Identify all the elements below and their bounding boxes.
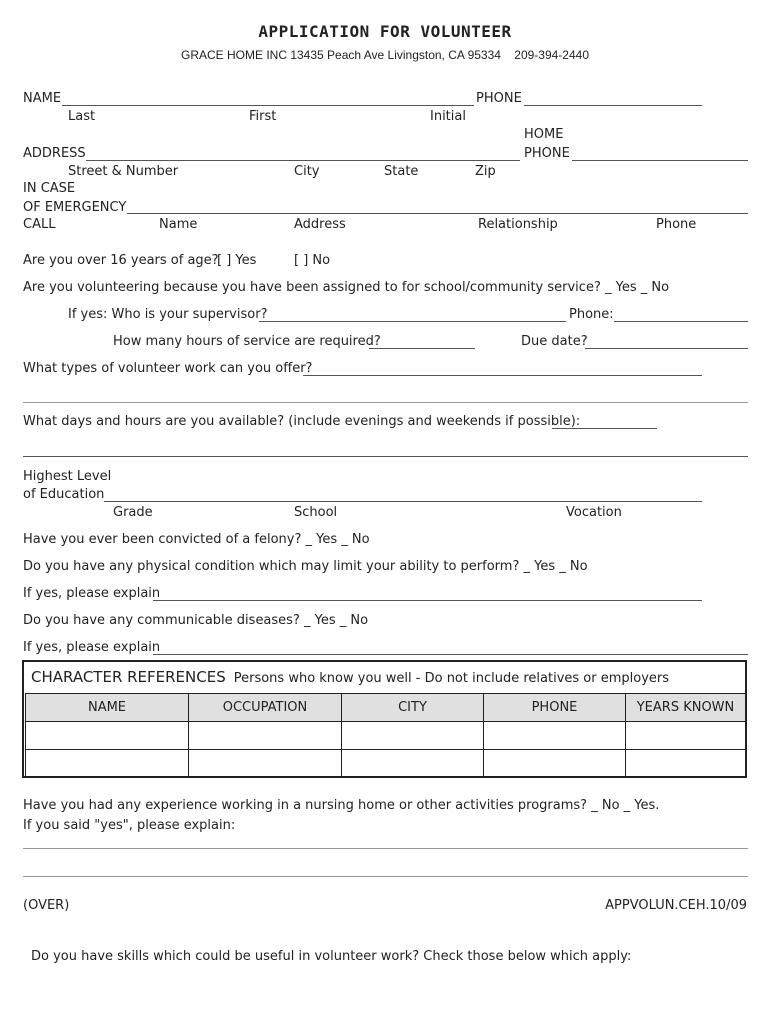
address-sub-city: City [294, 164, 320, 179]
explain-input-line-1[interactable] [153, 600, 702, 601]
supervisor-phone-input-line[interactable] [614, 321, 748, 322]
assigned-question: Are you volunteering because you have been assigned to for school/community service? _ Yes _ No [23, 280, 670, 295]
col-name: NAME [26, 694, 189, 722]
name-input-line[interactable] [62, 105, 474, 106]
phone-label: PHONE [476, 91, 522, 106]
work-types-input-line[interactable] [303, 375, 702, 376]
work-types-input-line-2[interactable] [23, 402, 748, 403]
hours-required-label: How many hours of service are required? [113, 334, 381, 349]
emergency-sub-relationship: Relationship [478, 217, 558, 232]
phone-input-line[interactable] [524, 105, 702, 106]
hours-required-input-line[interactable] [369, 348, 475, 349]
character-references-box [22, 660, 747, 778]
communicable-question: Do you have any communicable diseases? _ Yes _ No [23, 613, 369, 628]
col-phone: PHONE [484, 694, 626, 722]
emergency-input-line[interactable] [127, 213, 748, 214]
availability-question: What days and hours are you available? (include evenings and weekends if possible): [23, 414, 581, 429]
address-label: ADDRESS [23, 146, 86, 161]
ref-2-occupation-cell[interactable] [189, 750, 342, 778]
explain-input-line-2[interactable] [153, 654, 748, 655]
availability-input-line[interactable] [552, 428, 657, 429]
name-label: NAME [23, 91, 62, 106]
experience-explain-label: If you said "yes", please explain: [23, 818, 236, 833]
emergency-sub-address: Address [294, 217, 346, 232]
ref-2-phone-cell[interactable] [484, 750, 626, 778]
col-city: CITY [342, 694, 484, 722]
physical-question: Do you have any physical condition which may limit your ability to perform? _ Yes _ No [23, 559, 588, 574]
home-label: HOME [524, 127, 564, 142]
supervisor-input-line[interactable] [259, 321, 566, 322]
address-sub-state: State [384, 164, 419, 179]
col-years-known: YEARS KNOWN [626, 694, 746, 722]
address-input-line[interactable] [86, 160, 520, 161]
education-label-2: of Education [23, 487, 105, 502]
name-sub-last: Last [68, 109, 96, 124]
emergency-label-1: IN CASE [23, 181, 76, 196]
address-sub-street: Street & Number [68, 164, 179, 179]
references-header-row [26, 694, 746, 722]
home-phone-input-line[interactable] [572, 160, 748, 161]
ref-2-city-cell[interactable] [342, 750, 484, 778]
ref-1-years-cell[interactable] [626, 722, 746, 750]
due-date-input-line[interactable] [585, 348, 748, 349]
explain-label-2: If yes, please explain [23, 640, 161, 655]
education-input-line[interactable] [104, 501, 702, 502]
ref-1-occupation-cell[interactable] [189, 722, 342, 750]
references-table [25, 693, 746, 778]
age-question: Are you over 16 years of age? [23, 253, 219, 268]
references-title: CHARACTER REFERENCES [31, 668, 226, 686]
over-label: (OVER) [23, 898, 70, 913]
supervisor-phone-label: Phone: [569, 307, 614, 322]
skills-question: Do you have skills which could be useful in volunteer work? Check those below which apply: [31, 949, 632, 964]
due-date-label: Due date? [521, 334, 588, 349]
references-note: Persons who know you well - Do not include relatives or employers [233, 671, 670, 686]
ref-1-phone-cell[interactable] [484, 722, 626, 750]
references-title-line [31, 668, 669, 686]
supervisor-label: If yes: Who is your supervisor? [68, 307, 268, 322]
experience-input-line-1[interactable] [23, 848, 748, 849]
table-row [26, 722, 746, 750]
work-types-question: What types of volunteer work can you offer? [23, 361, 313, 376]
explain-label-1: If yes, please explain [23, 586, 161, 601]
age-no-checkbox[interactable]: [ ] No [294, 253, 331, 268]
emergency-sub-phone: Phone [656, 217, 697, 232]
name-sub-initial: Initial [430, 109, 466, 124]
table-row [26, 750, 746, 778]
age-yes-checkbox[interactable]: [ ] Yes [217, 253, 257, 268]
education-sub-grade: Grade [113, 505, 153, 520]
name-sub-first: First [249, 109, 277, 124]
availability-input-line-2[interactable] [23, 456, 748, 457]
home-phone-label: PHONE [524, 146, 570, 161]
education-label-1: Highest Level [23, 469, 112, 484]
education-sub-school: School [294, 505, 338, 520]
form-code: APPVOLUN.CEH.10/09 [605, 898, 747, 913]
form-title: APPLICATION FOR VOLUNTEER [258, 22, 512, 41]
references-header [24, 662, 745, 693]
emergency-sub-name: Name [159, 217, 198, 232]
experience-question: Have you had any experience working in a nursing home or other activities programs? _ No _ Yes. [23, 798, 660, 813]
organization-info: GRACE HOME INC 13435 Peach Ave Livingston, CA 95334 209-394-2440 [180, 48, 590, 62]
ref-2-years-cell[interactable] [626, 750, 746, 778]
ref-2-name-cell[interactable] [26, 750, 189, 778]
emergency-label-3: CALL [23, 217, 56, 232]
ref-1-city-cell[interactable] [342, 722, 484, 750]
ref-1-name-cell[interactable] [26, 722, 189, 750]
col-occupation: OCCUPATION [189, 694, 342, 722]
emergency-label-2: OF EMERGENCY [23, 200, 127, 215]
address-sub-zip: Zip [475, 164, 496, 179]
education-sub-vocation: Vocation [566, 505, 622, 520]
experience-input-line-2[interactable] [23, 876, 748, 877]
felony-question: Have you ever been convicted of a felony? _ Yes _ No [23, 532, 370, 547]
